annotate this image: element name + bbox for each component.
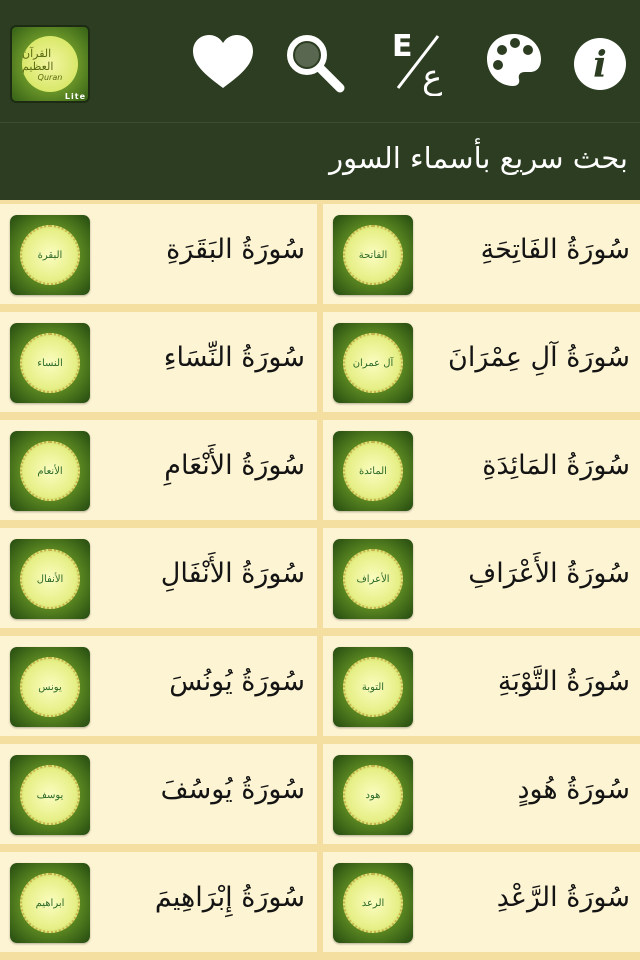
surah-thumbnail bbox=[10, 647, 90, 727]
surah-name: سُورَةُ إِبْرَاهِيمَ bbox=[154, 882, 305, 913]
surah-thumbnail bbox=[333, 323, 413, 403]
surah-thumbnail bbox=[10, 755, 90, 835]
surah-name: سُورَةُ يُوسُفَ bbox=[160, 774, 305, 805]
surah-list-item[interactable] bbox=[323, 528, 640, 628]
app-logo-emblem bbox=[22, 36, 78, 92]
surah-name: سُورَةُ الأَنْفَالِ bbox=[160, 558, 305, 589]
surah-thumbnail-label: المائدة bbox=[343, 441, 403, 501]
surah-thumbnail-label: يوسف bbox=[20, 765, 80, 825]
surah-list-item[interactable] bbox=[323, 204, 640, 304]
surah-thumbnail bbox=[333, 647, 413, 727]
surah-thumbnail-label: آل عمران bbox=[343, 333, 403, 393]
surah-list-item[interactable] bbox=[0, 636, 317, 736]
surah-list-item[interactable] bbox=[323, 636, 640, 736]
surah-name: سُورَةُ الرَّعْدِ bbox=[496, 882, 630, 913]
info-icon[interactable] bbox=[572, 36, 638, 102]
surah-thumbnail bbox=[10, 215, 90, 295]
surah-thumbnail-label: ابراهيم bbox=[20, 873, 80, 933]
surah-thumbnail-label: الأنعام bbox=[20, 441, 80, 501]
surah-list-item[interactable] bbox=[323, 312, 640, 412]
surah-name: سُورَةُ آلِ عِمْرَانَ bbox=[448, 342, 630, 373]
surah-list-item[interactable] bbox=[0, 528, 317, 628]
surah-list-item[interactable] bbox=[0, 744, 317, 844]
toolbar bbox=[0, 0, 640, 122]
surah-thumbnail-label: البقرة bbox=[20, 225, 80, 285]
heart-icon[interactable] bbox=[190, 30, 256, 96]
surah-thumbnail-label: التوبة bbox=[343, 657, 403, 717]
surah-name: سُورَةُ البَقَرَةِ bbox=[166, 234, 305, 265]
surah-list-item[interactable] bbox=[323, 420, 640, 520]
surah-thumbnail-label: يونس bbox=[20, 657, 80, 717]
app-logo bbox=[10, 25, 90, 103]
surah-list-item[interactable] bbox=[0, 312, 317, 412]
surah-list-item[interactable] bbox=[323, 744, 640, 844]
language-toggle-latin: E bbox=[392, 29, 413, 64]
surah-thumbnail bbox=[10, 539, 90, 619]
surah-name: سُورَةُ الفَاتِحَةِ bbox=[480, 234, 630, 265]
surah-thumbnail-label: الرعد bbox=[343, 873, 403, 933]
surah-thumbnail bbox=[10, 431, 90, 511]
surah-thumbnail-label: هود bbox=[343, 765, 403, 825]
surah-thumbnail-label: الأعراف bbox=[343, 549, 403, 609]
language-toggle-arabic: ع bbox=[422, 57, 443, 96]
surah-thumbnail bbox=[333, 215, 413, 295]
surah-thumbnail-label: الفاتحة bbox=[343, 225, 403, 285]
surah-thumbnail bbox=[333, 539, 413, 619]
surah-thumbnail bbox=[333, 755, 413, 835]
app-logo-arabic: القرآن العظيم bbox=[22, 46, 54, 73]
surah-list-item[interactable] bbox=[0, 204, 317, 304]
surah-name: سُورَةُ الأَعْرَافِ bbox=[468, 558, 630, 589]
surah-thumbnail-label: الأنفال bbox=[20, 549, 80, 609]
surah-list-item[interactable] bbox=[0, 852, 317, 952]
surah-name: سُورَةُ يُونُسَ bbox=[169, 666, 305, 697]
search-placeholder[interactable]: بحث سريع بأسماء السور bbox=[329, 141, 628, 175]
surah-thumbnail bbox=[10, 323, 90, 403]
info-icon-glyph: i bbox=[593, 44, 607, 86]
surah-list-item[interactable] bbox=[323, 852, 640, 952]
language-toggle-icon[interactable] bbox=[388, 26, 454, 96]
surah-thumbnail bbox=[333, 431, 413, 511]
surah-name: سُورَةُ الأَنْعَامِ bbox=[164, 450, 305, 481]
surah-name: سُورَةُ هُودٍ bbox=[517, 774, 630, 805]
surah-list-item[interactable] bbox=[0, 420, 317, 520]
surah-thumbnail bbox=[333, 863, 413, 943]
surah-name: سُورَةُ النِّسَاءِ bbox=[163, 342, 305, 373]
surah-thumbnail bbox=[10, 863, 90, 943]
palette-icon[interactable] bbox=[484, 30, 550, 96]
surah-thumbnail-label: النساء bbox=[20, 333, 80, 393]
app-logo-english: Quran bbox=[37, 72, 63, 82]
surah-grid bbox=[0, 200, 640, 960]
search-bar[interactable] bbox=[0, 122, 640, 200]
surah-name: سُورَةُ المَائِدَةِ bbox=[482, 450, 630, 481]
app-logo-badge: Lite bbox=[64, 92, 86, 101]
search-icon[interactable] bbox=[282, 30, 348, 96]
surah-name: سُورَةُ التَّوْبَةِ bbox=[497, 666, 630, 697]
